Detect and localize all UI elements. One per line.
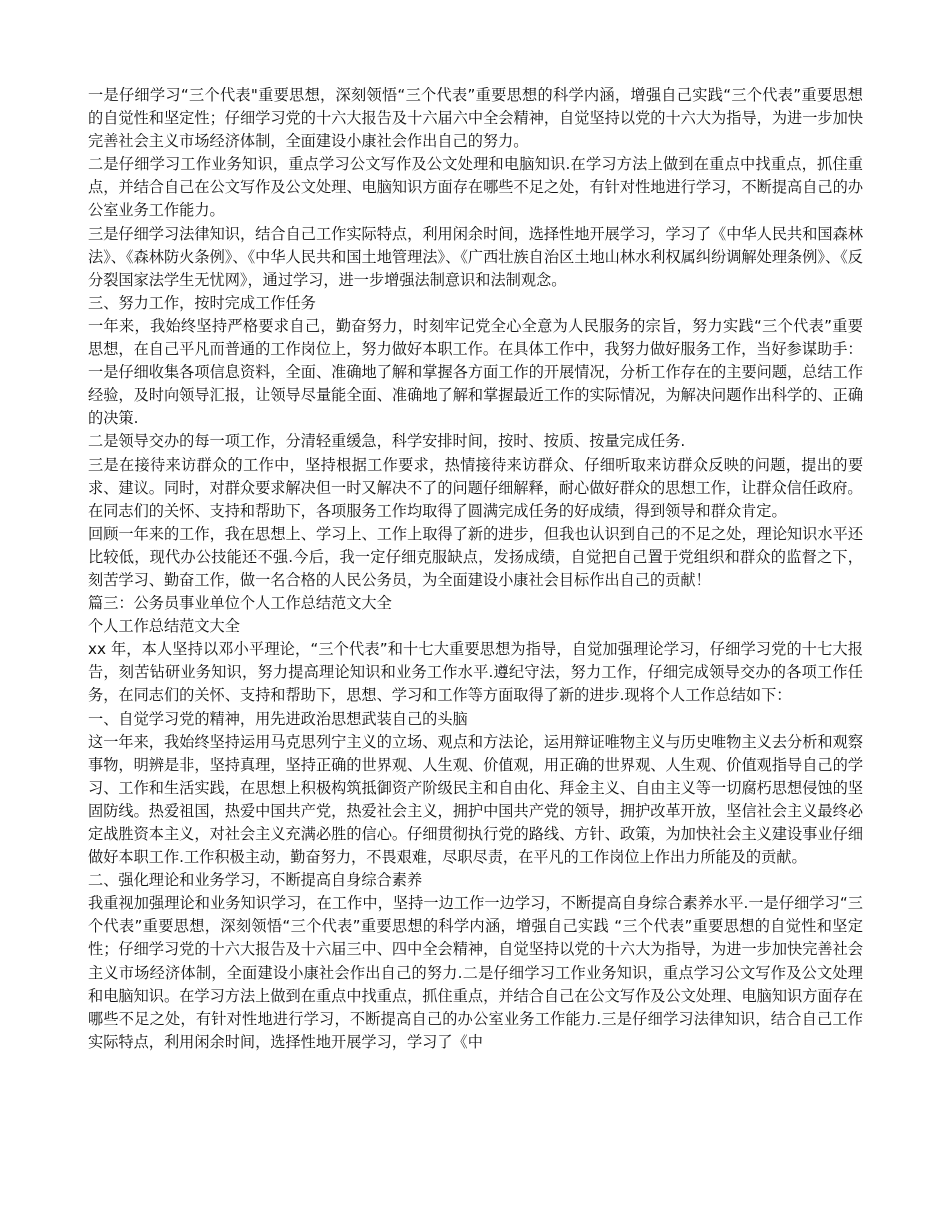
document-body bbox=[88, 84, 863, 1054]
paragraph: 回顾一年来的工作，我在思想上、学习上、工作上取得了新的进步，但我也认识到自己的不足之处，理论知识水平还比较低，现代办公技能还不强.今后，我一定仔细克服缺点，发扬成绩，自觉把自己置于党组织和群众的监督之下，刻苦学习、勤奋工作，做一名合格的人民公务员，为全面建设小康社会目标作出自己的贡献！ bbox=[88, 524, 863, 589]
section-heading: 二、强化理论和业务学习，不断提高自身综合素养 bbox=[88, 871, 423, 890]
paragraph: xx 年，本人坚持以邓小平理论，“三个代表”和十七大重要思想为指导，自觉加强理论学习，仔细学习党的十七大报告，刻苦钻研业务知识，努力提高理论知识和业务工作水平.遵纪守法，努力工作，仔细完成领导交办的各项工作任务，在同志们的关怀、支持和帮助下，思想、学习和工作等方面取得了新的进步.现将个人工作总结如下： bbox=[88, 640, 863, 705]
paragraph: 一是仔细学习“三个代表"重要思想，深刻领悟“三个代表”重要思想的科学内涵，增强自己实践“三个代表”重要思想的自觉性和坚定性；仔细学习党的十六大报告及十六届六中全会精神，自觉坚持以党的十六大为指导，为进一步加快完善社会主义市场经济体制，全面建设小康社会作出自己的努力。 bbox=[88, 86, 863, 151]
paragraph: 一是仔细收集各项信息资料，全面、准确地了解和掌握各方面工作的开展情况，分析工作存在的主要问题，总结工作经验，及时向领导汇报，让领导尽量能全面、准确地了解和掌握最近工作的实际情况，为解决问题作出科学的、正确的决策. bbox=[88, 363, 863, 428]
paragraph: 二是仔细学习工作业务知识，重点学习公文写作及公文处理和电脑知识.在学习方法上做到在重点中找重点，抓住重点，并结合自己在公文写作及公文处理、电脑知识方面存在哪些不足之处，有针对性地进行学习，不断提高自己的办公室业务工作能力。 bbox=[88, 155, 863, 220]
paragraph: 二是领导交办的每一项工作，分清轻重缓急，科学安排时间，按时、按质、按量完成任务. bbox=[88, 432, 686, 451]
paragraph: 一年来，我始终坚持严格要求自己，勤奋努力，时刻牢记党全心全意为人民服务的宗旨，努力实践“三个代表”重要思想，在自己平凡而普通的工作岗位上，努力做好本职工作。在具体工作中，我努力做好服务工作，当好参谋助手： bbox=[88, 316, 863, 359]
paragraph: 三是在接待来访群众的工作中，坚持根据工作要求，热情接待来访群众、仔细听取来访群众反映的问题，提出的要求、建议。同时，对群众要求解决但一时又解决不了的问题仔细解释，耐心做好群众的思想工作，让群众信任政府。 bbox=[88, 455, 863, 497]
paragraph: 我重视加强理论和业务知识学习，在工作中，坚持一边工作一边学习，不断提高自身综合素养水平.一是仔细学习“三个代表”重要思想，深刻领悟“三个代表”重要思想的科学内涵，增强自己实践 “三个代表”重要思想的自觉性和坚定性；仔细学习党的十六大报告及十六届三中、四中全会精神，自觉坚持以党的十六大为指导，为进一步加快完善社会主义市场经济体制，全面建设小康社会作出自己的努力.二是仔细学习工作业务知识，重点学习公文写作及公文处理和电脑知识。在学习方法上做到在重点中找重点，抓住重点，并结合自己在公文写作及公文处理、电脑知识方面存在哪些不足之处，有针对性地进行学习，不断提高自己的办公室业务工作能力.三是仔细学习法律知识，结合自己工作实际特点，利用闲余时间，选择性地开展学习，学习了《中 bbox=[88, 894, 863, 1051]
section-heading: 三、努力工作，按时完成工作任务 bbox=[88, 293, 316, 312]
paragraph: 在同志们的关怀、支持和帮助下，各项服务工作均取得了圆满完成任务的好成绩，得到领导和群众肯定。 bbox=[88, 501, 787, 520]
chapter-title: 篇三：公务员事业单位个人工作总结范文大全 bbox=[88, 594, 392, 613]
paragraph: 这一年来，我始终坚持运用马克思列宁主义的立场、观点和方法论，运用辩证唯物主义与历史唯物主义去分析和观察事物，明辨是非，坚持真理，坚持正确的世界观、人生观、价值观，用正确的世界观、人生观、价值观指导自己的学习、工作和生活实践，在思想上积极构筑抵御资产阶级民主和自由化、拜金主义、自由主义等一切腐朽思想侵蚀的坚固防线。热爱祖国，热爱中国共产党，热爱社会主义，拥护中国共产党的领导，拥护改革开放，坚信社会主义最终必定战胜资本主义，对社会主义充满必胜的信心。仔细贯彻执行党的路线、方针、政策，为加快社会主义建设事业仔细做好本职工作.工作积极主动，勤奋努力，不畏艰难，尽职尽责，在平凡的工作岗位上作出力所能及的贡献。 bbox=[88, 732, 863, 867]
document-title: 个人工作总结范文大全 bbox=[88, 617, 240, 636]
section-heading: 一、自觉学习党的精神，用先进政治思想武装自己的头脑 bbox=[88, 709, 468, 728]
paragraph: 三是仔细学习法律知识，结合自己工作实际特点，利用闲余时间，选择性地开展学习，学习了《中华人民共和国森林法》、《森林防火条例》、《中华人民共和国土地管理法》、《广西壮族自治区土地山林水利权属纠纷调解处理条例》、《反分裂国家法学生无忧网》，通过学习，进一步增强法制意识和法制观念。 bbox=[88, 224, 863, 289]
